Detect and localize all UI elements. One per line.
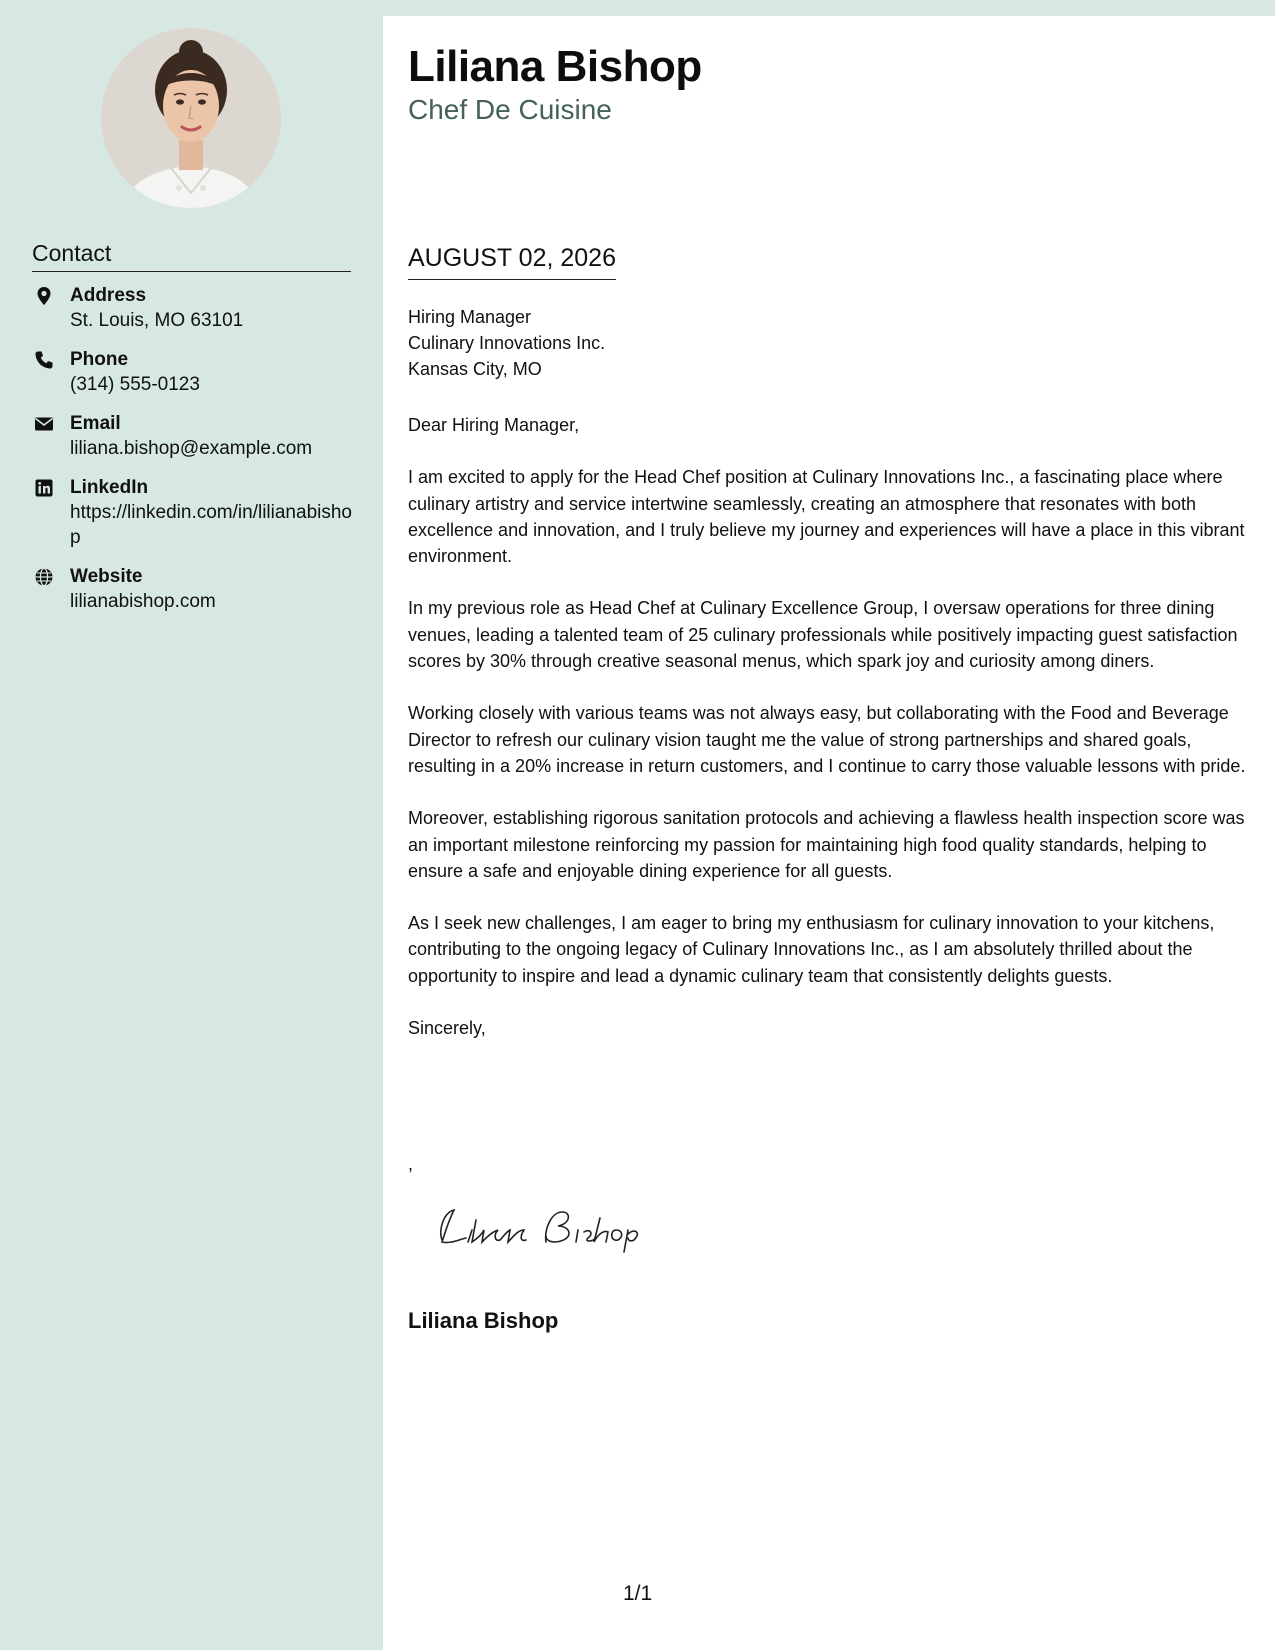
applicant-role: Chef De Cuisine (408, 94, 612, 125)
globe-icon (34, 567, 54, 587)
letter-paragraph: In my previous role as Head Chef at Culinary Excellence Group, I oversaw operations for three dining venues, leading a talented team of 25 culinary professionals while positively impacting guest satisfaction scores by 30% through creative seasonal menus, which spark joy and curiosity among diners. (408, 598, 1238, 672)
recipient-line: Hiring Manager (408, 307, 532, 327)
contact-list (32, 284, 352, 629)
contact-label: LinkedIn (70, 477, 149, 498)
address-value: St. Louis, MO 63101 (70, 310, 244, 331)
letter-paragraph: Moreover, establishing rigorous sanitation protocols and achieving a flawless health inspection score was an important milestone reinforcing my passion for maintaining high food quality standards, helping to ensure a safe and enjoyable dining experience for all guests. (408, 808, 1245, 881)
letter-paragraph: Working closely with various teams was not always easy, but collaborating with the Food and Beverage Director to refresh our culinary vision taught me the value of strong partnerships and shared goals, resulting in a 20% increase in return customers, and I continue to carry those valuable lessons with pride. (408, 703, 1246, 776)
closing: Sincerely, (408, 1018, 486, 1039)
recipient-line: Kansas City, MO (408, 359, 542, 379)
contact-item-website (32, 565, 352, 614)
email-value[interactable]: liliana.bishop@example.com (70, 438, 313, 459)
recipient-line: Culinary Innovations Inc. (408, 333, 606, 353)
contact-label: Email (70, 413, 121, 434)
phone-icon (34, 350, 54, 370)
letter-date: AUGUST 02, 2026 (408, 244, 616, 280)
contact-label: Address (70, 285, 147, 306)
sidebar (0, 0, 383, 1650)
signer-name: Liliana Bishop (408, 1308, 559, 1333)
contact-item-linkedin (32, 476, 352, 550)
salutation: Dear Hiring Manager, (408, 415, 580, 435)
contact-item-email (32, 412, 352, 461)
phone-value: (314) 555-0123 (70, 374, 200, 395)
letter-paragraph: I am excited to apply for the Head Chef position at Culinary Innovations Inc., a fascinating place where culinary artistry and service intertwine seamlessly, creating an atmosphere that resonates with both excellence and innovation, and I truly believe my journey and experiences will have a place in this vibrant environment. (408, 467, 1245, 567)
linkedin-icon (34, 478, 54, 498)
contact-label: Website (70, 566, 143, 587)
contact-heading: Contact (32, 240, 351, 272)
letter-paragraph: As I seek new challenges, I am eager to bring my enthusiasm for culinary innovation to your kitchens, contributing to the ongoing legacy of Culinary Innovations Inc., as I am absolutely thrilled about the opportunity to inspire and lead a dynamic culinary team that consistently delights guests. (408, 913, 1215, 986)
comma-mark: , (408, 1154, 414, 1174)
linkedin-value[interactable]: https://linkedin.com/in/lilianabishop (70, 502, 352, 548)
contact-label: Phone (70, 349, 129, 370)
map-pin-icon (34, 286, 54, 306)
contact-item-address (32, 284, 352, 333)
avatar (101, 28, 281, 208)
contact-item-phone (32, 348, 352, 397)
recipient-block (408, 304, 605, 382)
page-number: 1/1 (623, 1582, 653, 1605)
envelope-icon (34, 414, 54, 434)
letter-body (408, 412, 1253, 1067)
applicant-name: Liliana Bishop (408, 42, 702, 91)
avatar-portrait (101, 28, 281, 208)
handwritten-signature (428, 1200, 668, 1260)
main-content (383, 16, 1275, 1650)
website-value[interactable]: lilianabishop.com (70, 591, 216, 612)
